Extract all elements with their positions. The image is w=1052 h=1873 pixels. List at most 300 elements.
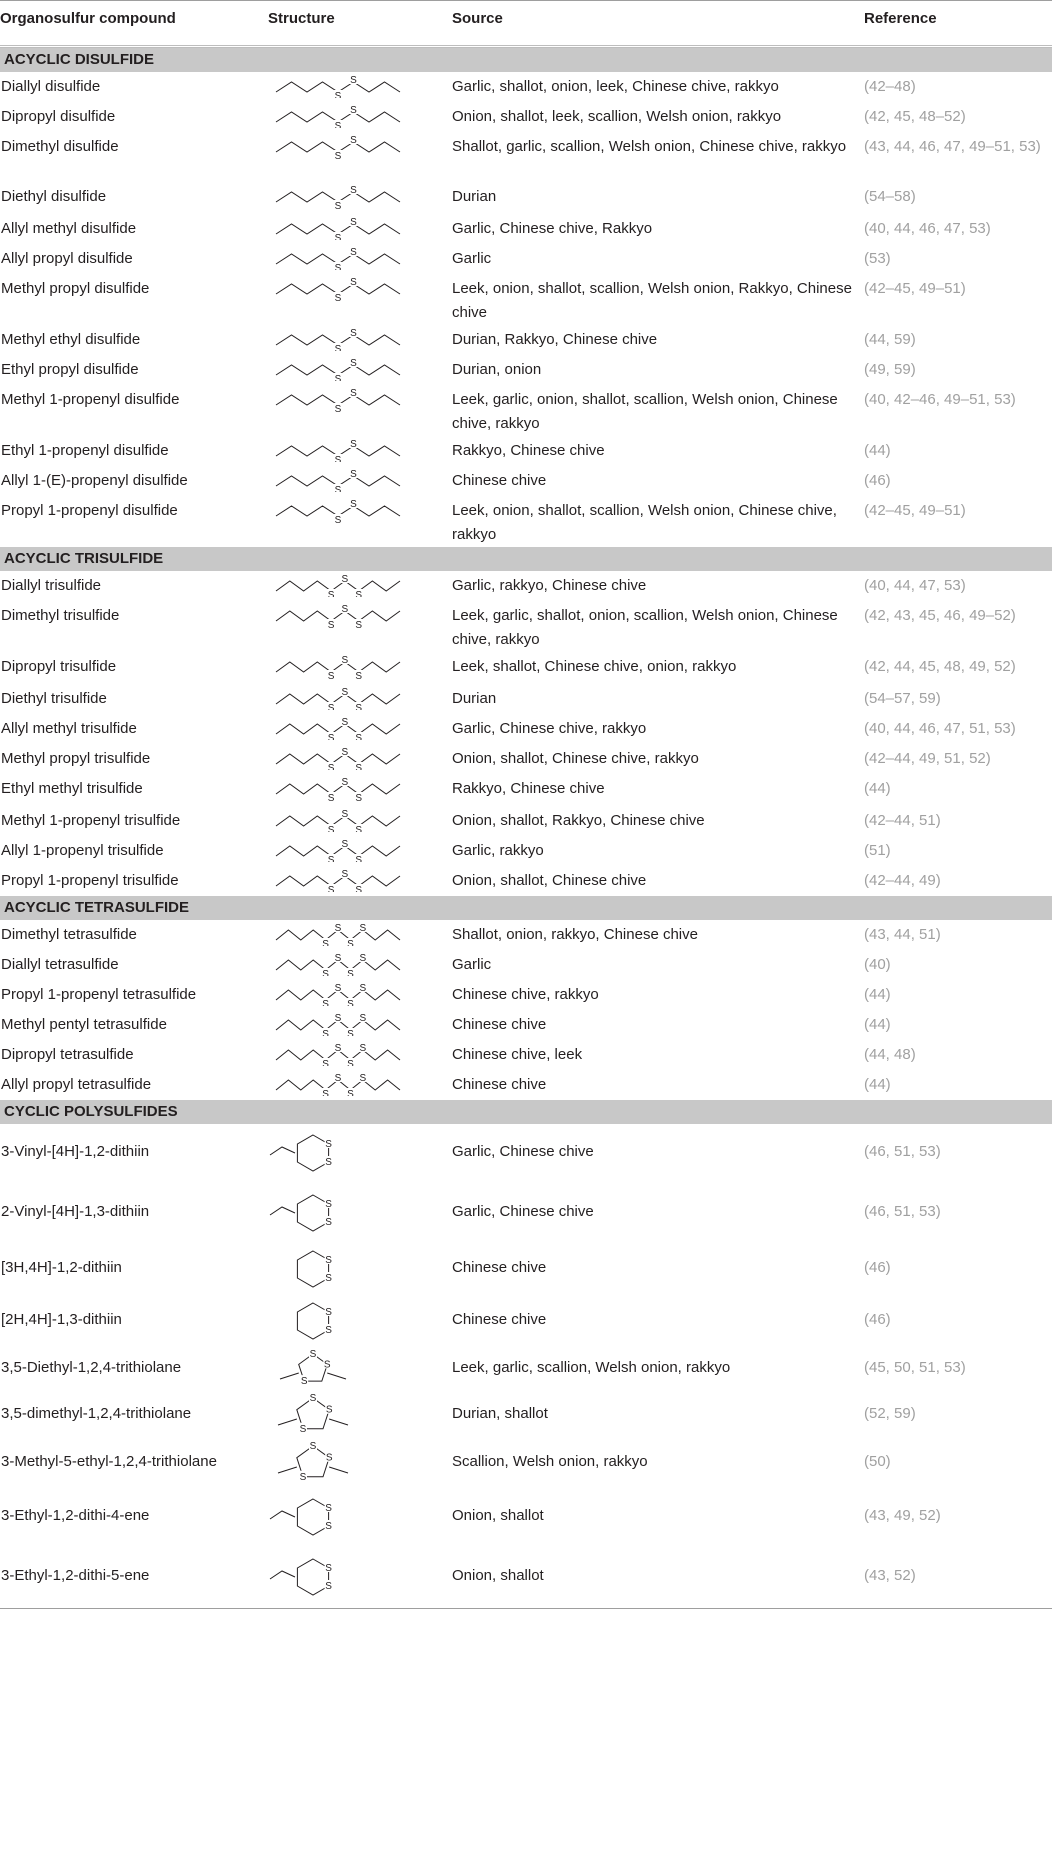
svg-text:S: S xyxy=(334,485,342,492)
structure-cell xyxy=(268,684,452,714)
table-row xyxy=(0,1040,1052,1070)
structure-drawing xyxy=(268,603,408,647)
table-row xyxy=(0,214,1052,244)
table-row xyxy=(0,1392,1052,1440)
structure-drawing xyxy=(268,387,408,431)
compound-name: Methyl pentyl tetrasulfide xyxy=(1,1016,167,1033)
svg-text:S: S xyxy=(327,763,335,770)
source-cell: Shallot, garlic, scallion, Welsh onion, Chinese chive, rakkyo xyxy=(452,138,847,155)
svg-text:S: S xyxy=(350,439,357,450)
svg-text:S: S xyxy=(350,469,357,480)
svg-text:S: S xyxy=(355,620,363,631)
section-header-row xyxy=(0,896,1052,920)
source-cell: Leek, garlic, scallion, Welsh onion, rakkyo xyxy=(452,1359,731,1376)
table-row xyxy=(0,102,1052,132)
reference-cell[interactable]: (49, 59) xyxy=(864,361,916,378)
compound-name: 2-Vinyl-[4H]-1,3-dithiin xyxy=(1,1203,150,1220)
structure-cell xyxy=(268,496,452,547)
svg-text:S: S xyxy=(334,515,342,526)
svg-text:S: S xyxy=(322,939,329,946)
compound-name: Allyl 1-propenyl trisulfide xyxy=(1,842,164,859)
source-cell: Onion, shallot, Chinese chive, rakkyo xyxy=(452,750,699,767)
table-row xyxy=(0,355,1052,385)
header-structure: Structure xyxy=(268,1,452,47)
compound-name: 3-Vinyl-[4H]-1,2-dithiin xyxy=(1,1143,150,1160)
structure-cell xyxy=(268,1296,452,1348)
svg-text:S: S xyxy=(334,263,342,270)
svg-text:S: S xyxy=(322,1029,329,1036)
svg-text:S: S xyxy=(341,869,349,880)
reference-cell[interactable]: (42, 43, 45, 46, 49–52) xyxy=(864,607,1016,624)
structure-drawing xyxy=(268,1042,408,1066)
table-body xyxy=(0,47,1052,1609)
svg-text:S: S xyxy=(325,1273,332,1284)
table-row xyxy=(0,436,1052,466)
source-cell: Onion, shallot xyxy=(452,1507,544,1524)
table-row xyxy=(0,866,1052,896)
svg-text:S: S xyxy=(299,1471,307,1483)
section-header-row xyxy=(0,1100,1052,1124)
svg-text:S: S xyxy=(347,1089,354,1096)
structure-drawing xyxy=(268,716,408,740)
source-cell: Chinese chive, leek xyxy=(452,1046,583,1063)
svg-text:S: S xyxy=(347,1029,354,1036)
structure-cell xyxy=(268,436,452,466)
svg-text:S: S xyxy=(359,923,367,934)
compound-name: Diallyl trisulfide xyxy=(1,577,102,594)
svg-text:S: S xyxy=(322,999,329,1006)
svg-text:S: S xyxy=(325,1255,332,1266)
source-cell: Durian, Rakkyo, Chinese chive xyxy=(452,331,658,348)
source-cell: Chinese chive xyxy=(452,472,547,489)
structure-cell xyxy=(268,466,452,496)
compound-name: Diallyl tetrasulfide xyxy=(1,956,119,973)
structure-drawing xyxy=(268,246,408,270)
compound-name: Ethyl 1-propenyl disulfide xyxy=(1,442,169,459)
structure-drawing xyxy=(268,686,408,710)
table-row xyxy=(0,1348,1052,1392)
svg-text:S: S xyxy=(327,671,335,680)
structure-drawing xyxy=(268,776,408,802)
svg-text:S: S xyxy=(299,1423,307,1435)
svg-text:S: S xyxy=(334,983,342,994)
section-title: CYCLIC POLYSULFIDES xyxy=(0,1100,1052,1124)
svg-text:S: S xyxy=(322,1089,329,1096)
compound-name: Allyl methyl disulfide xyxy=(1,220,137,237)
source-cell: Chinese chive xyxy=(452,1076,547,1093)
compound-name: Ethyl methyl trisulfide xyxy=(1,780,143,797)
svg-text:S: S xyxy=(341,839,349,850)
source-cell: Onion, shallot, Chinese chive xyxy=(452,872,647,889)
source-cell: Chinese chive xyxy=(452,1311,547,1328)
table-row xyxy=(0,1184,1052,1244)
svg-text:S: S xyxy=(334,233,342,240)
reference-cell[interactable]: (42–44, 49) xyxy=(864,872,941,889)
table-row xyxy=(0,714,1052,744)
source-cell: Scallion, Welsh onion, rakkyo xyxy=(452,1453,648,1470)
table-row xyxy=(0,980,1052,1010)
svg-text:S: S xyxy=(341,717,349,728)
reference-cell[interactable]: (46) xyxy=(864,472,891,489)
structure-drawing xyxy=(268,922,408,946)
reference-cell[interactable]: (43, 44, 46, 47, 49–51, 53) xyxy=(864,138,1041,155)
table-row xyxy=(0,496,1052,547)
reference-cell[interactable]: (42–44, 51) xyxy=(864,812,941,829)
svg-text:S: S xyxy=(350,185,357,196)
source-cell: Leek, onion, shallot, scallion, Welsh onion, Chinese chive, rakkyo xyxy=(452,502,837,543)
reference-cell[interactable]: (53) xyxy=(864,250,891,267)
structure-cell xyxy=(268,744,452,774)
structure-drawing xyxy=(268,74,408,98)
svg-text:S: S xyxy=(334,91,342,98)
structure-drawing xyxy=(268,982,408,1006)
svg-text:S: S xyxy=(309,1394,317,1404)
compound-name: 3,5-dimethyl-1,2,4-trithiolane xyxy=(1,1405,192,1422)
structure-drawing xyxy=(268,104,408,128)
structure-cell xyxy=(268,182,452,214)
table-row xyxy=(0,806,1052,836)
reference-cell[interactable]: (42–45, 49–51) xyxy=(864,502,966,519)
reference-cell[interactable]: (43, 52) xyxy=(864,1548,1052,1608)
reference-cell[interactable]: (45, 50, 51, 53) xyxy=(864,1359,966,1376)
svg-text:S: S xyxy=(334,293,342,304)
table-row xyxy=(0,836,1052,866)
compound-name: Allyl methyl trisulfide xyxy=(1,720,137,737)
table-row xyxy=(0,744,1052,774)
table-row xyxy=(0,1548,1052,1608)
reference-cell[interactable]: (52, 59) xyxy=(864,1405,916,1422)
svg-text:S: S xyxy=(327,733,335,740)
table-row xyxy=(0,1244,1052,1296)
reference-cell[interactable]: (44) xyxy=(864,442,891,459)
structure-drawing xyxy=(268,1550,408,1604)
svg-text:S: S xyxy=(355,885,363,892)
reference-cell[interactable]: (44) xyxy=(864,780,891,797)
svg-text:S: S xyxy=(355,793,363,802)
source-cell: Garlic, Chinese chive xyxy=(452,1143,594,1160)
structure-drawing xyxy=(268,1490,408,1544)
reference-cell[interactable]: (43, 44, 51) xyxy=(864,926,941,943)
svg-text:S: S xyxy=(334,455,342,462)
svg-text:S: S xyxy=(325,1217,332,1228)
svg-text:S: S xyxy=(325,1307,332,1318)
structure-drawing xyxy=(268,438,408,462)
compound-name: 3-Ethyl-1,2-dithi-5-ene xyxy=(0,1548,268,1608)
svg-text:S: S xyxy=(350,388,357,399)
structure-cell xyxy=(268,980,452,1010)
source-cell: Rakkyo, Chinese chive xyxy=(452,442,605,459)
svg-text:S: S xyxy=(359,983,367,994)
svg-text:S: S xyxy=(359,1073,367,1084)
reference-cell[interactable]: (50) xyxy=(864,1453,891,1470)
svg-text:S: S xyxy=(347,939,354,946)
table-row xyxy=(0,244,1052,274)
svg-text:S: S xyxy=(334,404,342,415)
svg-text:S: S xyxy=(327,825,335,832)
svg-text:S: S xyxy=(355,855,363,862)
reference-cell[interactable]: (46, 51, 53) xyxy=(864,1143,941,1160)
source-cell: Garlic, Chinese chive, Rakkyo xyxy=(452,220,653,237)
reference-cell[interactable]: (42–44, 49, 51, 52) xyxy=(864,750,991,767)
svg-text:S: S xyxy=(322,969,329,976)
svg-text:S: S xyxy=(325,1503,332,1514)
svg-text:S: S xyxy=(309,1442,317,1452)
table-row xyxy=(0,950,1052,980)
svg-text:S: S xyxy=(300,1376,308,1388)
reference-cell[interactable]: (44) xyxy=(864,986,891,1003)
reference-cell[interactable]: (46) xyxy=(864,1259,891,1276)
structure-cell xyxy=(268,1348,452,1392)
svg-text:S: S xyxy=(325,1139,332,1150)
svg-text:S: S xyxy=(327,885,335,892)
svg-text:S: S xyxy=(355,590,363,597)
structure-cell xyxy=(268,950,452,980)
compound-name: Diethyl trisulfide xyxy=(1,690,107,707)
svg-text:S: S xyxy=(347,969,354,976)
structure-drawing xyxy=(268,654,408,680)
source-cell: Leek, garlic, onion, shallot, scallion, Welsh onion, Chinese chive, rakkyo xyxy=(452,391,838,432)
svg-text:S: S xyxy=(341,655,349,666)
structure-cell xyxy=(268,102,452,132)
source-cell: Onion, shallot, Rakkyo, Chinese chive xyxy=(452,812,705,829)
structure-cell xyxy=(268,385,452,436)
header-reference: Reference xyxy=(864,1,1052,47)
source-cell: Durian xyxy=(452,188,497,205)
source-cell: Chinese chive xyxy=(452,1259,547,1276)
svg-text:S: S xyxy=(341,574,349,585)
structure-cell xyxy=(268,1070,452,1100)
structure-drawing xyxy=(268,952,408,976)
structure-cell xyxy=(268,1010,452,1040)
table-row xyxy=(0,72,1052,102)
reference-cell[interactable]: (46, 51, 53) xyxy=(864,1203,941,1220)
compound-name: Diethyl disulfide xyxy=(1,188,107,205)
svg-text:S: S xyxy=(355,825,363,832)
table-row xyxy=(0,920,1052,950)
table-row xyxy=(0,774,1052,806)
structure-drawing xyxy=(268,1298,408,1344)
source-cell: Garlic xyxy=(452,250,492,267)
structure-cell xyxy=(268,601,452,652)
compound-name: Allyl propyl tetrasulfide xyxy=(1,1076,152,1093)
structure-cell xyxy=(268,274,452,325)
compound-name: [3H,4H]-1,2-dithiin xyxy=(1,1259,122,1276)
compound-name: Methyl 1-propenyl trisulfide xyxy=(1,812,181,829)
source-cell: Leek, onion, shallot, scallion, Welsh onion, Rakkyo, Chinese chive xyxy=(452,280,852,321)
source-cell: Garlic, Chinese chive xyxy=(452,1203,594,1220)
reference-cell[interactable]: (44) xyxy=(864,1016,891,1033)
section-header-row xyxy=(0,47,1052,73)
structure-drawing xyxy=(268,134,408,178)
reference-cell[interactable]: (40, 44, 47, 53) xyxy=(864,577,966,594)
table-row xyxy=(0,601,1052,652)
table-row xyxy=(0,652,1052,684)
compound-name: Methyl ethyl disulfide xyxy=(1,331,141,348)
structure-drawing xyxy=(268,1394,408,1436)
section-header-row xyxy=(0,547,1052,571)
svg-text:S: S xyxy=(325,1581,332,1592)
structure-cell xyxy=(268,1548,452,1608)
svg-text:S: S xyxy=(350,499,357,510)
reference-cell[interactable]: (40, 42–46, 49–51, 53) xyxy=(864,391,1016,408)
reference-cell[interactable]: (40, 44, 46, 47, 53) xyxy=(864,220,991,237)
structure-cell xyxy=(268,244,452,274)
section-title: ACYCLIC DISULFIDE xyxy=(0,47,1052,73)
svg-text:S: S xyxy=(350,328,357,339)
table-row xyxy=(0,132,1052,182)
svg-text:S: S xyxy=(309,1350,317,1360)
reference-cell[interactable]: (54–57, 59) xyxy=(864,690,941,707)
structure-cell xyxy=(268,355,452,385)
source-cell: Durian xyxy=(452,690,497,707)
svg-text:S: S xyxy=(355,733,363,740)
svg-text:S: S xyxy=(325,1521,332,1532)
reference-cell[interactable]: (42, 44, 45, 48, 49, 52) xyxy=(864,658,1016,675)
reference-cell[interactable]: (43, 49, 52) xyxy=(864,1507,941,1524)
reference-cell[interactable]: (46) xyxy=(864,1311,891,1328)
structure-drawing xyxy=(268,1072,408,1096)
structure-cell xyxy=(268,132,452,182)
structure-drawing xyxy=(268,1186,408,1240)
svg-text:S: S xyxy=(334,121,342,128)
svg-text:S: S xyxy=(355,763,363,770)
svg-text:S: S xyxy=(334,1043,342,1054)
svg-text:S: S xyxy=(355,671,363,680)
source-cell: Garlic, shallot, onion, leek, Chinese chive, rakkyo xyxy=(452,78,779,95)
source-cell: Leek, shallot, Chinese chive, onion, rakkyo xyxy=(452,658,737,675)
svg-text:S: S xyxy=(350,135,357,146)
reference-cell[interactable]: (44, 59) xyxy=(864,331,916,348)
structure-cell xyxy=(268,214,452,244)
header-compound: Organosulfur compound xyxy=(0,1,268,47)
compound-name: 3-Methyl-5-ethyl-1,2,4-trithiolane xyxy=(1,1453,217,1470)
compound-name: Propyl 1-propenyl trisulfide xyxy=(1,872,179,889)
svg-text:S: S xyxy=(350,75,357,86)
table-row xyxy=(0,274,1052,325)
source-cell: Garlic, Chinese chive, rakkyo xyxy=(452,720,647,737)
table-row xyxy=(0,385,1052,436)
structure-cell xyxy=(268,72,452,102)
svg-text:S: S xyxy=(359,1013,367,1024)
structure-cell xyxy=(268,1488,452,1548)
svg-text:S: S xyxy=(350,247,357,258)
compound-name: 3,5-Diethyl-1,2,4-trithiolane xyxy=(1,1359,182,1376)
structure-drawing xyxy=(268,276,408,320)
structure-drawing xyxy=(268,1442,408,1484)
compound-name: Allyl propyl disulfide xyxy=(1,250,133,267)
source-cell: Onion, shallot xyxy=(452,1548,864,1608)
structure-drawing xyxy=(268,746,408,770)
compound-name: Dipropyl trisulfide xyxy=(1,658,117,675)
structure-cell xyxy=(268,866,452,896)
table-row xyxy=(0,466,1052,496)
svg-text:S: S xyxy=(347,1059,354,1066)
svg-text:S: S xyxy=(341,604,349,615)
table-row xyxy=(0,1296,1052,1348)
structure-drawing xyxy=(268,216,408,240)
svg-text:S: S xyxy=(350,217,357,228)
structure-drawing xyxy=(268,327,408,351)
reference-cell[interactable]: (42–45, 49–51) xyxy=(864,280,966,297)
svg-text:S: S xyxy=(327,703,335,710)
section-title: ACYCLIC TRISULFIDE xyxy=(0,547,1052,571)
structure-cell xyxy=(268,774,452,806)
reference-cell[interactable]: (54–58) xyxy=(864,188,916,205)
svg-text:S: S xyxy=(325,1563,332,1574)
structure-cell xyxy=(268,1244,452,1296)
svg-text:S: S xyxy=(325,1199,332,1210)
reference-cell[interactable]: (40) xyxy=(864,956,891,973)
svg-text:S: S xyxy=(347,999,354,1006)
compound-name: Methyl propyl disulfide xyxy=(1,280,150,297)
svg-text:S: S xyxy=(341,687,349,698)
reference-cell[interactable]: (51) xyxy=(864,842,891,859)
compound-name: Allyl 1-(E)-propenyl disulfide xyxy=(1,472,188,489)
source-cell: Onion, shallot, leek, scallion, Welsh onion, rakkyo xyxy=(452,108,782,125)
compound-name: Methyl 1-propenyl disulfide xyxy=(1,391,180,408)
source-cell: Leek, garlic, shallot, onion, scallion, Welsh onion, Chinese chive, rakkyo xyxy=(452,607,838,648)
reference-cell[interactable]: (40, 44, 46, 47, 51, 53) xyxy=(864,720,1016,737)
compound-name: Dipropyl disulfide xyxy=(1,108,116,125)
structure-drawing xyxy=(268,1350,408,1388)
svg-text:S: S xyxy=(334,374,342,381)
structure-cell xyxy=(268,806,452,836)
svg-text:S: S xyxy=(325,1404,333,1416)
compound-name: Propyl 1-propenyl tetrasulfide xyxy=(1,986,197,1003)
table-row xyxy=(0,1070,1052,1100)
structure-cell xyxy=(268,1440,452,1488)
svg-text:S: S xyxy=(334,923,342,934)
structure-drawing xyxy=(268,868,408,892)
reference-cell[interactable]: (44, 48) xyxy=(864,1046,916,1063)
structure-cell xyxy=(268,920,452,950)
svg-text:S: S xyxy=(325,1325,332,1336)
table-row xyxy=(0,571,1052,601)
svg-text:S: S xyxy=(359,953,367,964)
reference-cell[interactable]: (42, 45, 48–52) xyxy=(864,108,966,125)
svg-text:S: S xyxy=(323,1359,331,1371)
svg-text:S: S xyxy=(334,1013,342,1024)
header-source: Source xyxy=(452,1,864,47)
structure-drawing xyxy=(268,573,408,597)
structure-drawing xyxy=(268,1246,408,1292)
svg-text:S: S xyxy=(350,358,357,369)
svg-text:S: S xyxy=(350,105,357,116)
table-row xyxy=(0,1440,1052,1488)
header-row xyxy=(0,1,1052,47)
svg-text:S: S xyxy=(355,703,363,710)
reference-cell[interactable]: (44) xyxy=(864,1076,891,1093)
structure-drawing xyxy=(268,357,408,381)
source-cell: Rakkyo, Chinese chive xyxy=(452,780,605,797)
source-cell: Garlic xyxy=(452,956,492,973)
svg-text:S: S xyxy=(341,809,349,820)
structure-cell xyxy=(268,325,452,355)
table-row xyxy=(0,1488,1052,1548)
svg-text:S: S xyxy=(359,1043,367,1054)
section-title: ACYCLIC TETRASULFIDE xyxy=(0,896,1052,920)
source-cell: Chinese chive xyxy=(452,1016,547,1033)
svg-text:S: S xyxy=(322,1059,329,1066)
structure-cell xyxy=(268,1392,452,1440)
svg-text:S: S xyxy=(334,201,342,210)
source-cell: Chinese chive, rakkyo xyxy=(452,986,599,1003)
reference-cell[interactable]: (42–48) xyxy=(864,78,916,95)
svg-text:S: S xyxy=(334,151,342,162)
svg-text:S: S xyxy=(350,277,357,288)
source-cell: Garlic, rakkyo xyxy=(452,842,544,859)
structure-cell xyxy=(268,1040,452,1070)
